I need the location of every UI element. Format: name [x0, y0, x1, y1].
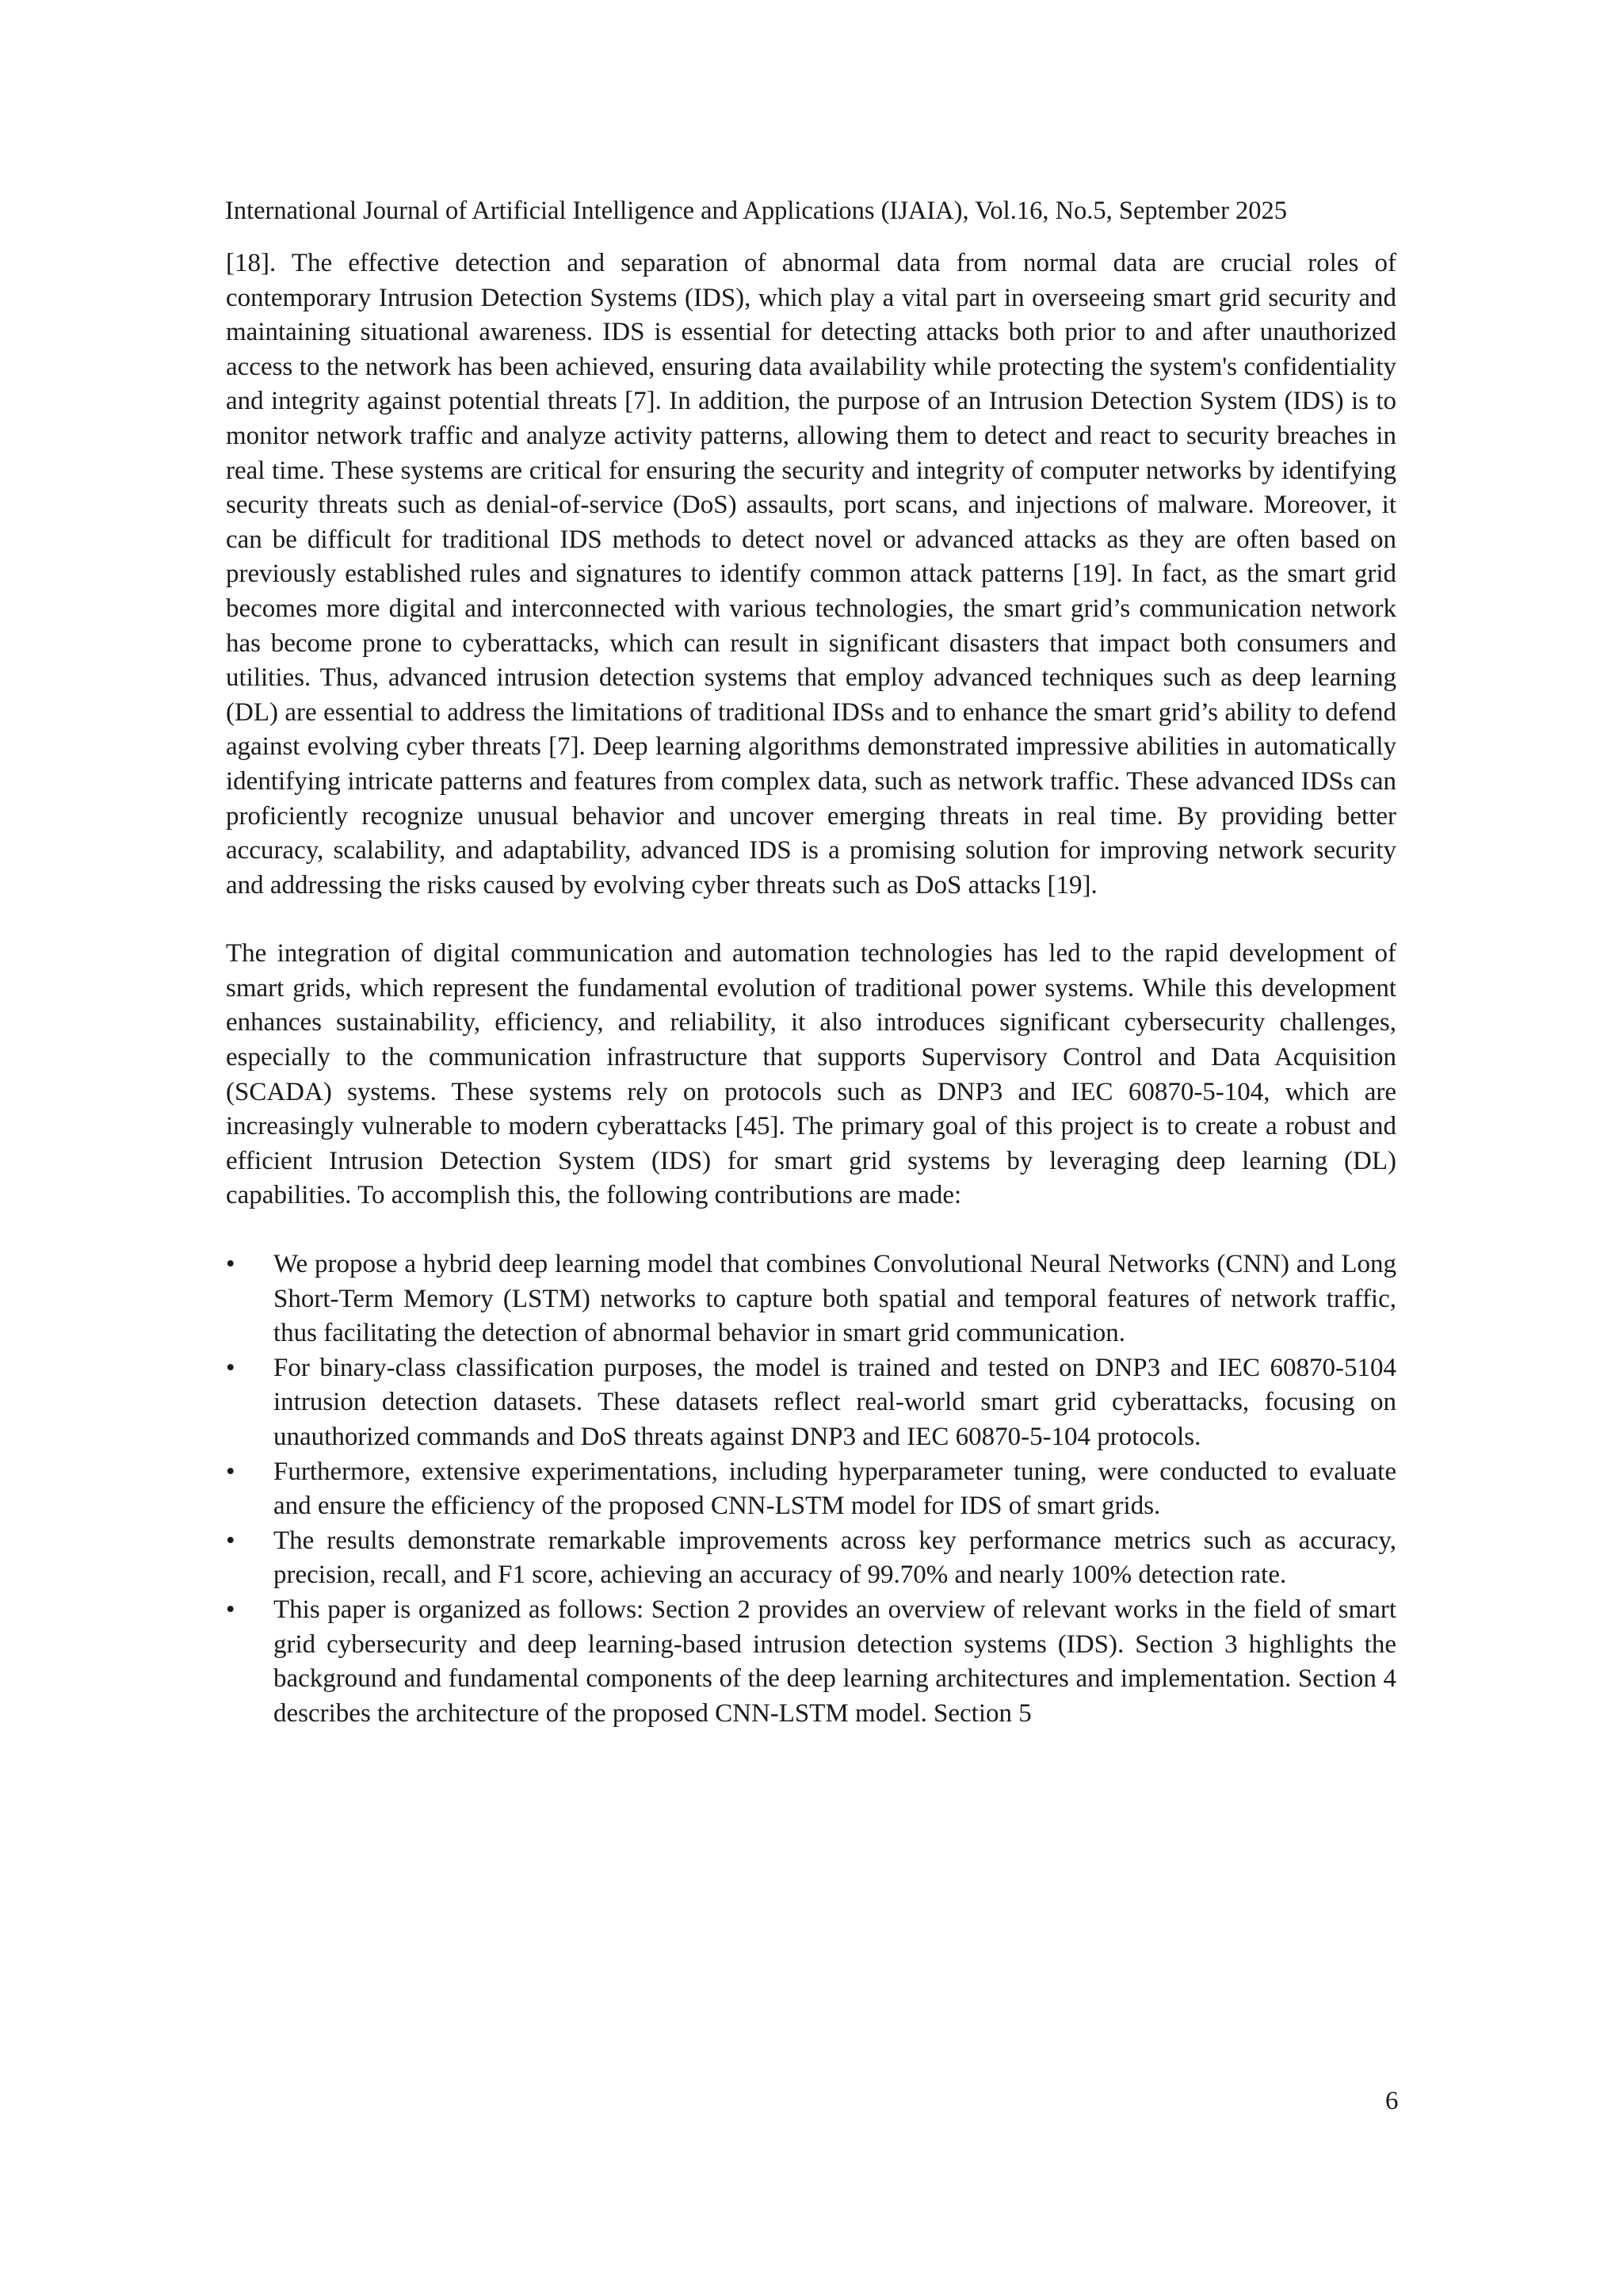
list-item [226, 1524, 1396, 1593]
list-item-text: The results demonstrate remarkable improvements across key performance metrics such as accuracy, precision, recall, and F1 score, achieving an accuracy of 99.70% and nearly 100% detection rate. [273, 1526, 1396, 1590]
bullet-icon: • [226, 1595, 235, 1624]
running-header: International Journal of Artificial Intelligence and Applications (IJAIA), Vol.16, No.5, September 2025 [225, 197, 1288, 225]
list-item-text: Furthermore, extensive experimentations, including hyperparameter tuning, were conducted to evaluate and ensure the efficiency of the proposed CNN-LSTM model for IDS of smart grids. [273, 1457, 1396, 1521]
list-item-text: This paper is organized as follows: Section 2 provides an overview of relevant works in the field of smart grid cybersecurity and deep learning-based intrusion detection systems (IDS). Section 3 highlights the background and fundamental components of the deep learning architectures and implementation. Section 4 describes the architecture of the proposed CNN-LSTM model. Section 5 [273, 1595, 1396, 1728]
list-item [226, 1593, 1396, 1731]
bullet-icon: • [226, 1526, 235, 1555]
list-item-text: For binary-class classification purposes, the model is trained and tested on DNP3 and IEC 60870-5104 intrusion detection datasets. These datasets reflect real-world smart grid cyberattacks, focusing on unauthorized commands and DoS threats against DNP3 and IEC 60870-5-104 protocols. [273, 1353, 1396, 1451]
page-number: 6 [1385, 2087, 1399, 2115]
paragraph-smart-grid-integration: The integration of digital communication and automation technologies has led to the rapid development of smart grids, which represent the fundamental evolution of traditional power systems. While this development enhances sustainability, efficiency, and reliability, it also introduces significant cybersecurity challenges, especially to the communication infrastructure that supports Supervisory Control and Data Acquisition (SCADA) systems. These systems rely on protocols such as DNP3 and IEC 60870-5-104, which are increasingly vulnerable to modern cyberattacks [45]. The primary goal of this project is to create a robust and efficient Intrusion Detection System (IDS) for smart grid systems by leveraging deep learning (DL) capabilities. To accomplish this, the following contributions are made: [226, 939, 1396, 1210]
paragraph-ids-background: [18]. The effective detection and separation of abnormal data from normal data are crucial roles of contemporary Intrusion Detection Systems (IDS), which play a vital part in overseeing smart grid security and maintaining situational awareness. IDS is essential for detecting attacks both prior to and after unauthorized access to the network has been achieved, ensuring data availability while protecting the system's confidentiality and integrity against potential threats [7]. In addition, the purpose of an Intrusion Detection System (IDS) is to monitor network traffic and analyze activity patterns, allowing them to detect and react to security breaches in real time. These systems are critical for ensuring the security and integrity of computer networks by identifying security threats such as denial-of-service (DoS) assaults, port scans, and injections of malware. Moreover, it can be difficult for traditional IDS methods to detect novel or advanced attacks as they are often based on previously established rules and signatures to identify common attack patterns [19]. In fact, as the smart grid becomes more digital and interconnected with various technologies, the smart grid’s communication network has become prone to cyberattacks, which can result in significant disasters that impact both consumers and utilities. Thus, advanced intrusion detection systems that employ advanced techniques such as deep learning (DL) are essential to address the limitations of traditional IDSs and to enhance the smart grid’s ability to defend against evolving cyber threats [7]. Deep learning algorithms demonstrated impressive abilities in automatically identifying intricate patterns and features from complex data, such as network traffic. These advanced IDSs can proficiently recognize unusual behavior and uncover emerging threats in real time. By providing better accuracy, scalability, and adaptability, advanced IDS is a promising solution for improving network security and addressing the risks caused by evolving cyber threats such as DoS attacks [19]. [226, 249, 1396, 900]
list-item [226, 1247, 1396, 1351]
bullet-icon: • [226, 1457, 235, 1486]
contributions-list [226, 1247, 1396, 1731]
list-item-text: We propose a hybrid deep learning model that combines Convolutional Neural Networks (CNN) and Long Short-Term Memory (LSTM) networks to capture both spatial and temporal features of network traffic, thus facilitating the detection of abnormal behavior in smart grid communication. [273, 1250, 1396, 1348]
list-item [226, 1455, 1396, 1524]
bullet-icon: • [226, 1250, 235, 1279]
list-item [226, 1351, 1396, 1455]
bullet-icon: • [226, 1353, 235, 1382]
body-text [226, 246, 1396, 1731]
